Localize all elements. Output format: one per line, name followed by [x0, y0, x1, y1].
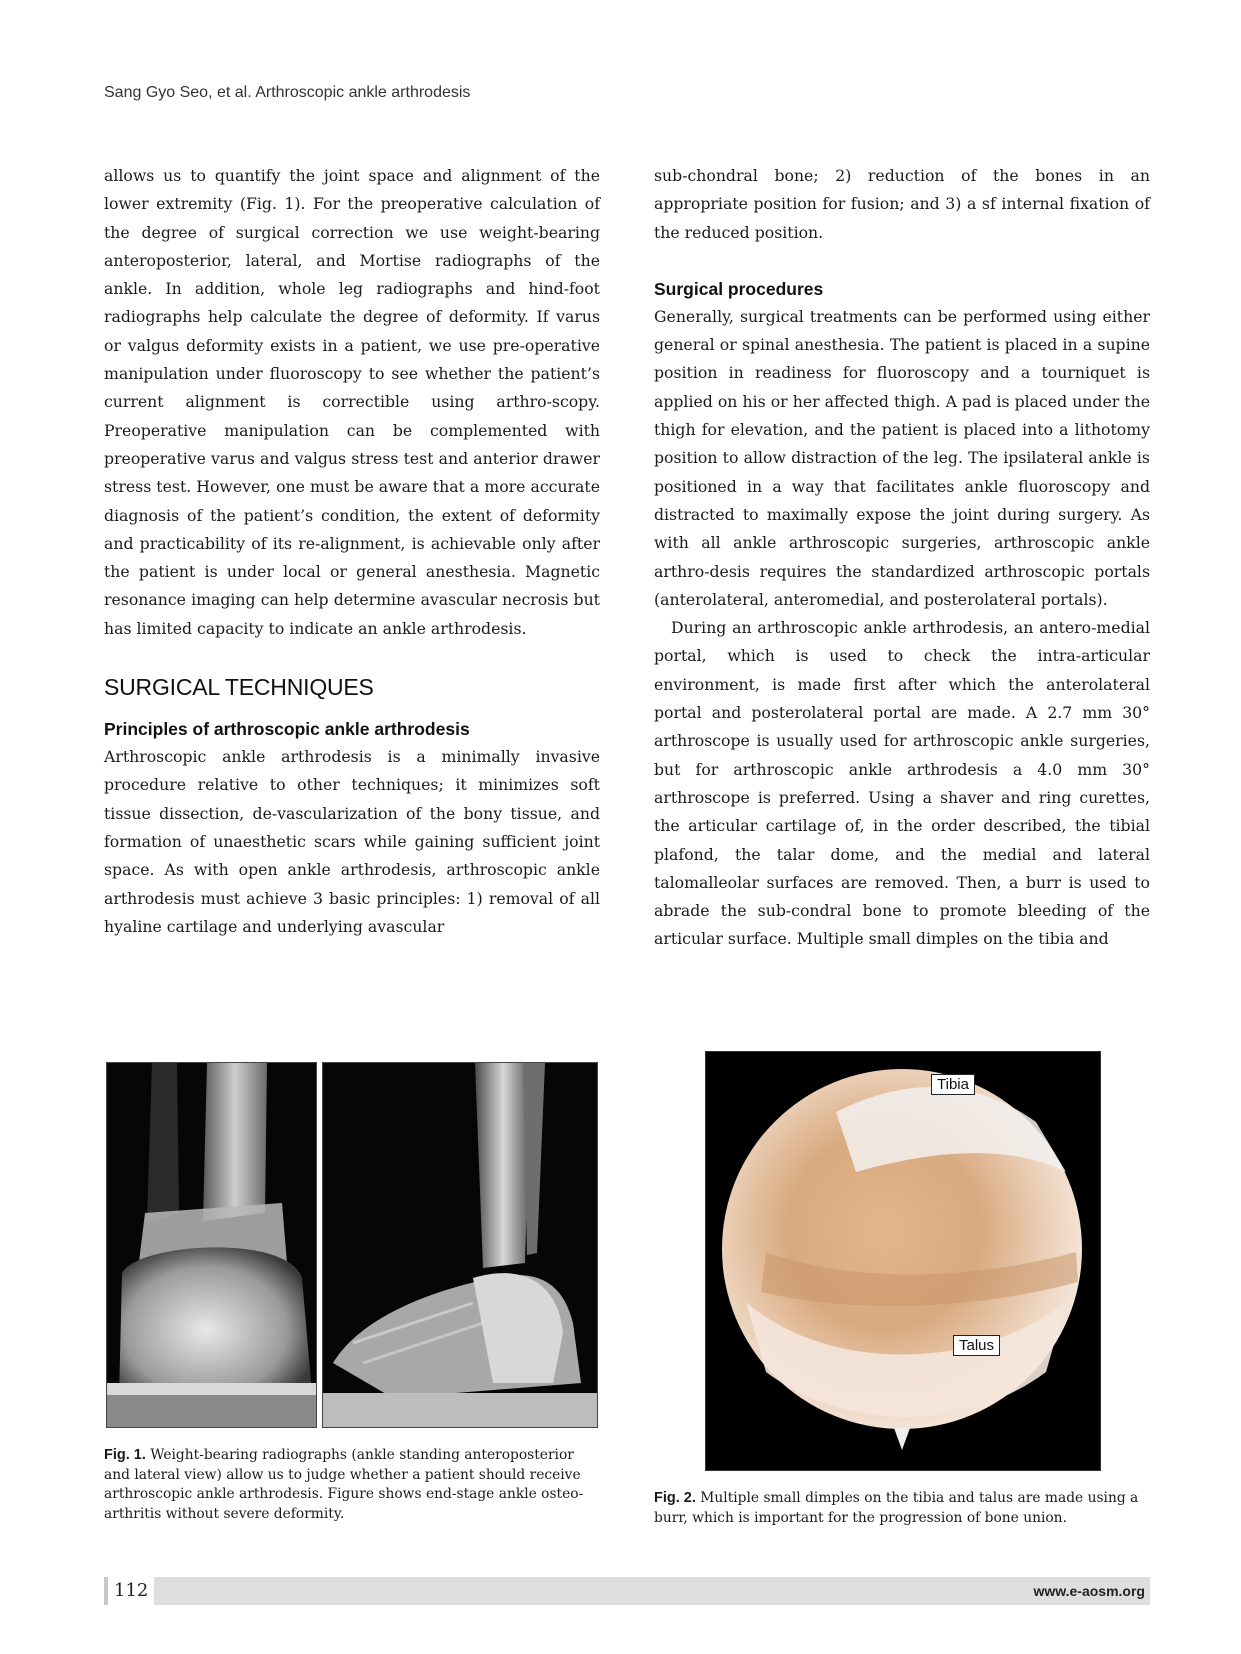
- journal-url[interactable]: www.e-aosm.org: [1033, 1583, 1145, 1599]
- running-header: Sang Gyo Seo, et al. Arthroscopic ankle arthrodesis: [104, 84, 471, 101]
- body-paragraph: Arthroscopic ankle arthrodesis is a minimally invasive procedure relative to other techniques; it minimizes soft tissue dissection, de-vascularization of the bony tissue, and formation of unaesthetic scars while gaining sufficient joint space. As with open ankle arthrodesis, arthroscopic ankle arthrodesis must achieve 3 basic principles: 1) removal of all hyaline cartilage and underlying avascular: [104, 747, 600, 936]
- body-paragraph: allows us to quantify the joint space and alignment of the lower extremity (Fig. 1). For the preoperative calculation of the degree of surgical correction we use weight-bearing anteroposterior, lateral, and Mortise radiographs of the ankle. In addition, whole leg radiographs and hind-foot radiographs help calculate the degree of deformity. If varus or valgus deformity exists in a patient, we use pre-operative manipulation under fluoroscopy to see whether the patient’s current alignment is correctible using arthro-scopy. Preoperative manipulation can be complemented with preoperative varus and valgus stress test and anterior drawer stress test. However, one must be aware that a more accurate diagnosis of the patient’s condition, the extent of deformity and practicability of its re-alignment, is achievable only after the patient is under local or general anesthesia. Magnetic resonance imaging can help determine avascular necrosis but has limited capacity to indicate an ankle arthrodesis.: [104, 166, 600, 638]
- body-paragraph: During an arthroscopic ankle arthrodesis, an antero-medial portal, which is used to check the intra-articular environment, is made first after which the anterolateral portal and posterolateral portal are made. A 2.7 mm 30° arthroscope is usually used for arthroscopic ankle surgeries, but for arthroscopic ankle arthrodesis a 4.0 mm 30° arthroscope is preferred. Using a shaver and ring curettes, the articular cartilage of, in the order described, the tibial plafond, the talar dome, and the medial and lateral talomalleolar surfaces are removed. Then, a burr is used to abrade the sub-condral bone to promote bleeding of the articular surface. Multiple small dimples on the tibia and: [654, 618, 1150, 949]
- radiograph-lateral-image: [322, 1062, 598, 1428]
- body-paragraph: Generally, surgical treatments can be performed using either general or spinal anesthesia. The patient is placed in a supine position in readiness for fluoroscopy and a tourniquet is applied on his or her affected thigh. A pad is placed under the thigh for elevation, and the patient is placed into a lithotomy position to allow distraction of the leg. The ipsilateral ankle is positioned in a way that facilitates ankle fluoroscopy and distracted to maximally expose the joint during surgery. As with all ankle arthroscopic surgeries, arthroscopic ankle arthro-desis requires the standardized arthroscopic portals (anterolateral, anteromedial, and posterolateral portals).: [654, 306, 1150, 609]
- body-paragraph: sub-chondral bone; 2) reduction of the bones in an appropriate position for fusion; and 3) a sf internal fixation of the reduced position.: [654, 166, 1150, 242]
- figure-1-caption: [104, 1446, 598, 1524]
- arthroscopic-view-image: [705, 1051, 1101, 1471]
- tibia-label: Tibia: [931, 1074, 975, 1095]
- left-text-column: [104, 162, 600, 941]
- caption-text: Multiple small dimples on the tibia and talus are made using a burr, which is important for the progression of bone union.: [654, 1490, 1139, 1526]
- figure-label: Fig. 1.: [104, 1447, 146, 1463]
- subheading: Surgical procedures: [654, 278, 824, 299]
- section-heading: SURGICAL TECHNIQUES: [104, 674, 374, 701]
- page-number: 112: [104, 1577, 154, 1605]
- talus-label: Talus: [953, 1335, 1000, 1356]
- right-text-column: [654, 162, 1150, 954]
- radiograph-ap-image: [106, 1062, 317, 1428]
- footer-bar: [104, 1577, 1150, 1605]
- figure-2-caption: [654, 1489, 1150, 1528]
- caption-text: Weight-bearing radiographs (ankle standing anteroposterior and lateral view) allow us to judge whether a patient should receive arthroscopic ankle arthrodesis. Figure shows end-stage ankle osteo-arthritis without severe deformity.: [104, 1447, 584, 1522]
- figure-label: Fig. 2.: [654, 1490, 696, 1506]
- subheading: Principles of arthroscopic ankle arthrodesis: [104, 719, 470, 740]
